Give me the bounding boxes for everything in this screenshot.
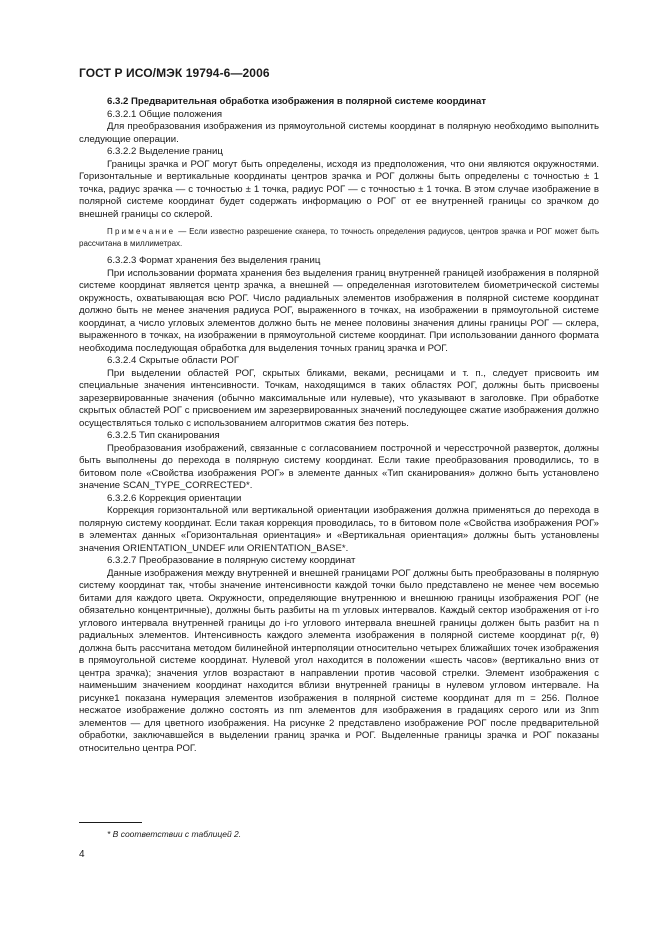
note-paragraph (79, 226, 599, 249)
subsection-heading-6-3-2-1: 6.3.2.1 Общие положения (107, 108, 223, 120)
footnote: * В соответствии с таблицей 2. (107, 829, 242, 839)
subsection-heading-6-3-2-2: 6.3.2.2 Выделение границ (107, 146, 223, 157)
page-number: 4 (79, 849, 85, 860)
section-heading-6-3-2: 6.3.2 Предварительная обработка изображения в полярной системе координат (107, 96, 487, 107)
subsection-heading-6-3-2-5: 6.3.2.5 Тип сканирования (107, 430, 220, 441)
document-header: ГОСТ Р ИСО/МЭК 19794-6—2006 (79, 66, 270, 80)
subsection-heading-6-3-2-7: 6.3.2.7 Преобразование в полярную систему координат (107, 555, 356, 566)
paragraph-6-3-2-7: Данные изображения между внутренней и внешней границами РОГ должны быть преобразованы в полярную систему координат так, чтобы значение интенсивности каждой точки было представлено не менее чем восемью битами для каждого цвета. Окружности, определяющие внутреннюю и внешнюю границы изображения РОГ (не обязательно концентричные), должны быть разбиты на m угловых интервалов. Каждый сектор изображения от i-го углового интервала внутренней границы до i-го углового интервала внешней границы должен быть разбит на n радиальных элементов. Интенсивность каждого элемента изображения в полярной системе координат p(r, θ) должна быть рассчитана методом билинейной интерполяции относительно четырех ближайших точек изображения в прямоугольной системе координат. Нулевой угол находится в положении «шесть часов» (вертикально вниз от центра зрачка); значения углов возрастают в направлении против часовой стрелки. Элемент изображения с наименьшим значением координат находится вблизи внутренней границы в нулевом угловом интервале. На рисунке1 показана нумерация элементов изображения в полярной системе координат для m = 256. Полное несжатое изображение должно состоять из nm элементов для изображения в градациях серого или из 3nm элементов — для цветного изображения. На рисунке 2 представлено изображение РОГ после предварительной обработки, заключавшейся в выделении границ зрачка и РОГ. Выделенные границы зрачка и РОГ показаны относительно центра РОГ. (79, 567, 599, 754)
subsection-heading-6-3-2-3: 6.3.2.3 Формат хранения без выделения границ (107, 255, 321, 266)
footnote-divider (79, 822, 142, 823)
paragraph-6-3-2-5: Преобразования изображений, связанные с согласованием построчной и чересстрочной разверток, должны быть выполнены до перехода в полярную систему координат. Если такие преобразования проводились, то в битовом поле «Свойства изображения РОГ» в элементе данных «Тип сканирования» должно быть установлено значение SCAN_TYPE_CORRECTED*. (79, 442, 599, 491)
main-content (79, 94, 599, 755)
paragraph-6-3-2-1: Для преобразования изображения из прямоугольной системы координат в полярную необходимо выполнить следующие операции. (79, 121, 599, 145)
note-label: Примечание (107, 227, 176, 236)
subsection-heading-6-3-2-4: 6.3.2.4 Скрытые области РОГ (107, 355, 240, 366)
paragraph-6-3-2-4: При выделении областей РОГ, скрытых бликами, веками, ресницами и т. п., следует присвоить им специальные значения интенсивности. Точкам, находящимся в таких областях РОГ, должны быть присвоены зарезервированные значения (обычно максимальные или нулевые), что указывают в заголовке. При обработке скрытых областей РОГ с присвоением им зарезервированных значений последующее сжатие изображения должно осуществляться только с использованием алгоритмов сжатия без потерь. (79, 367, 599, 429)
paragraph-6-3-2-3: При использовании формата хранения без выделения границ внутренней границей изображения в полярной системе координат является центр зрачка, а внешней — определенная изготовителем биометрической системы окружность, охватывающая всю РОГ. Число радиальных элементов изображения в полярной системе координат должно быть не менее значения радиуса РОГ, выраженного в точках, на изображении в прямоугольной системе координат, а число угловых элементов должно быть не менее половины значения длины границы РОГ — склера, выраженного в точках, на изображении в прямоугольной системе координат. При использовании данного формата необходима последующая обработка для выделения точных границ зрачка и РОГ. (79, 267, 599, 354)
note-text: — Если известно разрешение сканера, то точность определения радиусов, центров зрачка и РОГ может быть рассчитана в миллиметрах. (79, 227, 599, 248)
paragraph-6-3-2-6: Коррекция горизонтальной или вертикальной ориентации изображения должна применяться до перехода в полярную систему координат. Если такая коррекция проводилась, то в битовом поле «Свойства изображения РОГ» в элементах данных «Горизонтальная ориентация» и «Вертикальная ориентация» должны быть установлены значения ORIENTATION_UNDEF или ORIENTATION_BASE*. (79, 505, 599, 554)
paragraph-6-3-2-2: Границы зрачка и РОГ могут быть определены, исходя из предположения, что они являются окружностями. Горизонтальные и вертикальные координаты центров зрачка и РОГ должны быть определены с точностью ± 1 точка, радиус зрачка — с точностью ± 1 точка, радиус РОГ — с точностью ± 1 точка. В этом случае изображение в полярной системе координат будет содержать информацию о РОГ от ее внутренней границы со зрачком до внешней границы со склерой. (79, 158, 599, 220)
subsection-heading-6-3-2-6: 6.3.2.6 Коррекция ориентации (107, 492, 242, 504)
